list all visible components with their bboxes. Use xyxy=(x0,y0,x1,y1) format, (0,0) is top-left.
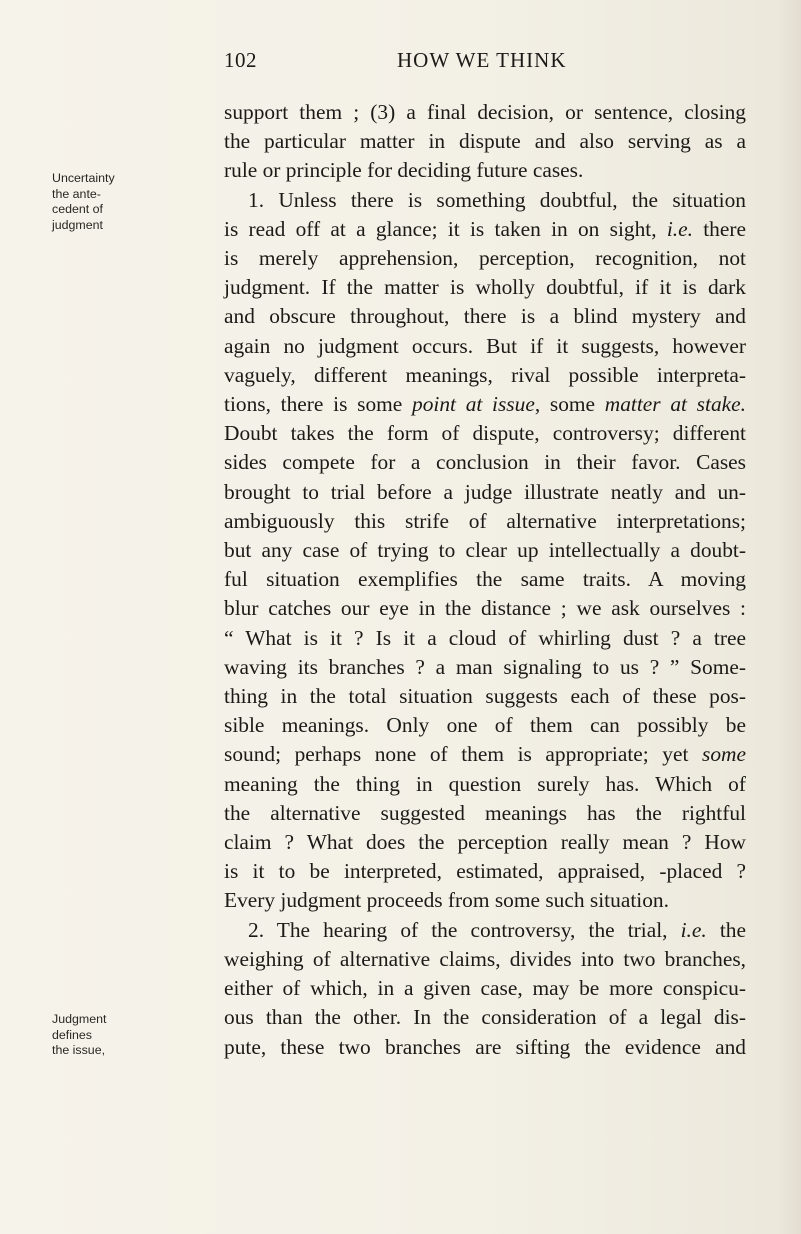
text-line: Doubt takes the form of dispute, controversy; different xyxy=(224,421,746,446)
text-run: tions, there is some xyxy=(224,392,403,417)
sidenote-line: cedent of xyxy=(52,202,103,216)
text-line xyxy=(224,916,746,945)
sidenote-judgment xyxy=(52,1012,106,1059)
italic-run: i.e. xyxy=(666,216,693,241)
text-line xyxy=(224,215,746,244)
text-line: meaning the thing in question surely has. Which of xyxy=(224,771,746,796)
text-line: vaguely, different meanings, rival possible interpreta- xyxy=(224,362,746,387)
text-line: weighing of alternative claims, divides into two branches, xyxy=(224,946,746,971)
text-run: sound; perhaps none of them is appropriate; yet xyxy=(224,742,689,767)
text-line: “ What is it ? Is it a cloud of whirling dust ? a tree xyxy=(224,625,746,650)
text-line: but any case of trying to clear up intellectually a doubt- xyxy=(224,538,746,563)
sidenote-line: defines xyxy=(52,1027,92,1042)
text-line: sible meanings. Only one of them can possibly be xyxy=(224,713,746,738)
italic-run: i.e. xyxy=(680,917,707,942)
sidenote-line: the ante- xyxy=(52,186,101,201)
text-line xyxy=(224,740,746,769)
sidenote-line: the issue, xyxy=(52,1043,106,1057)
page-number: 102 xyxy=(224,48,257,72)
text-run: 2. The hearing of the controversy, the trial, xyxy=(248,917,668,942)
text-line: the particular matter in dispute and also serving as a xyxy=(224,129,746,154)
text-line: sides compete for a conclusion in their favor. Cases xyxy=(224,450,746,475)
sidenote-line: Uncertainty xyxy=(52,171,115,185)
running-head: HOW WE THINK xyxy=(397,48,567,72)
text-line: is merely apprehension, perception, recognition, not xyxy=(224,246,746,271)
text-line: thing in the total situation suggests each of these pos- xyxy=(224,684,746,709)
sidenote-uncertainty xyxy=(52,171,115,233)
text-run: is read off at a glance; it is taken in on sight, xyxy=(224,216,657,241)
text-line: blur catches our eye in the distance ; we ask ourselves : xyxy=(224,596,746,621)
body-text xyxy=(224,98,746,1062)
text-line: judgment. If the matter is wholly doubtful, if it is dark xyxy=(224,275,746,300)
text-line: waving its branches ? a man signaling to us ? ” Some- xyxy=(224,654,746,679)
text-line xyxy=(224,390,746,419)
text-run: , some xyxy=(534,392,605,417)
text-line: rule or principle for deciding future cases. xyxy=(224,158,584,183)
text-run: the xyxy=(706,917,746,942)
text-line: pute, these two branches are sifting the evidence and xyxy=(224,1034,746,1059)
text-line: ous than the other. In the consideration of a legal dis- xyxy=(224,1005,746,1030)
text-line: and obscure throughout, there is a blind mystery and xyxy=(224,304,746,329)
italic-run: some xyxy=(702,742,746,767)
italic-run: matter at stake. xyxy=(604,392,746,417)
page-header xyxy=(0,48,801,78)
text-line: ambiguously this strife of alternative interpretations; xyxy=(224,508,746,533)
text-run: there xyxy=(692,216,746,241)
sidenote-line: Judgment xyxy=(52,1012,107,1026)
text-line: claim ? What does the perception really mean ? How xyxy=(224,830,746,855)
text-line: is it to be interpreted, estimated, appraised, -placed ? xyxy=(224,859,746,884)
sidenote-line: judgment xyxy=(52,217,103,232)
italic-run: point at issue xyxy=(412,392,535,417)
text-line: brought to trial before a judge illustrate neatly and un- xyxy=(224,479,746,504)
text-line: 1. Unless there is something doubtful, the situation xyxy=(248,187,746,212)
text-line: the alternative suggested meanings has the rightful xyxy=(224,800,746,825)
text-line: again no judgment occurs. But if it suggests, however xyxy=(224,333,746,358)
text-line: support them ; (3) a final decision, or sentence, closing xyxy=(224,100,746,124)
text-line: either of which, in a given case, may be more conspicu- xyxy=(224,976,746,1001)
text-line: Every judgment proceeds from some such situation. xyxy=(224,888,669,913)
text-line: ful situation exemplifies the same traits. A moving xyxy=(224,567,746,592)
